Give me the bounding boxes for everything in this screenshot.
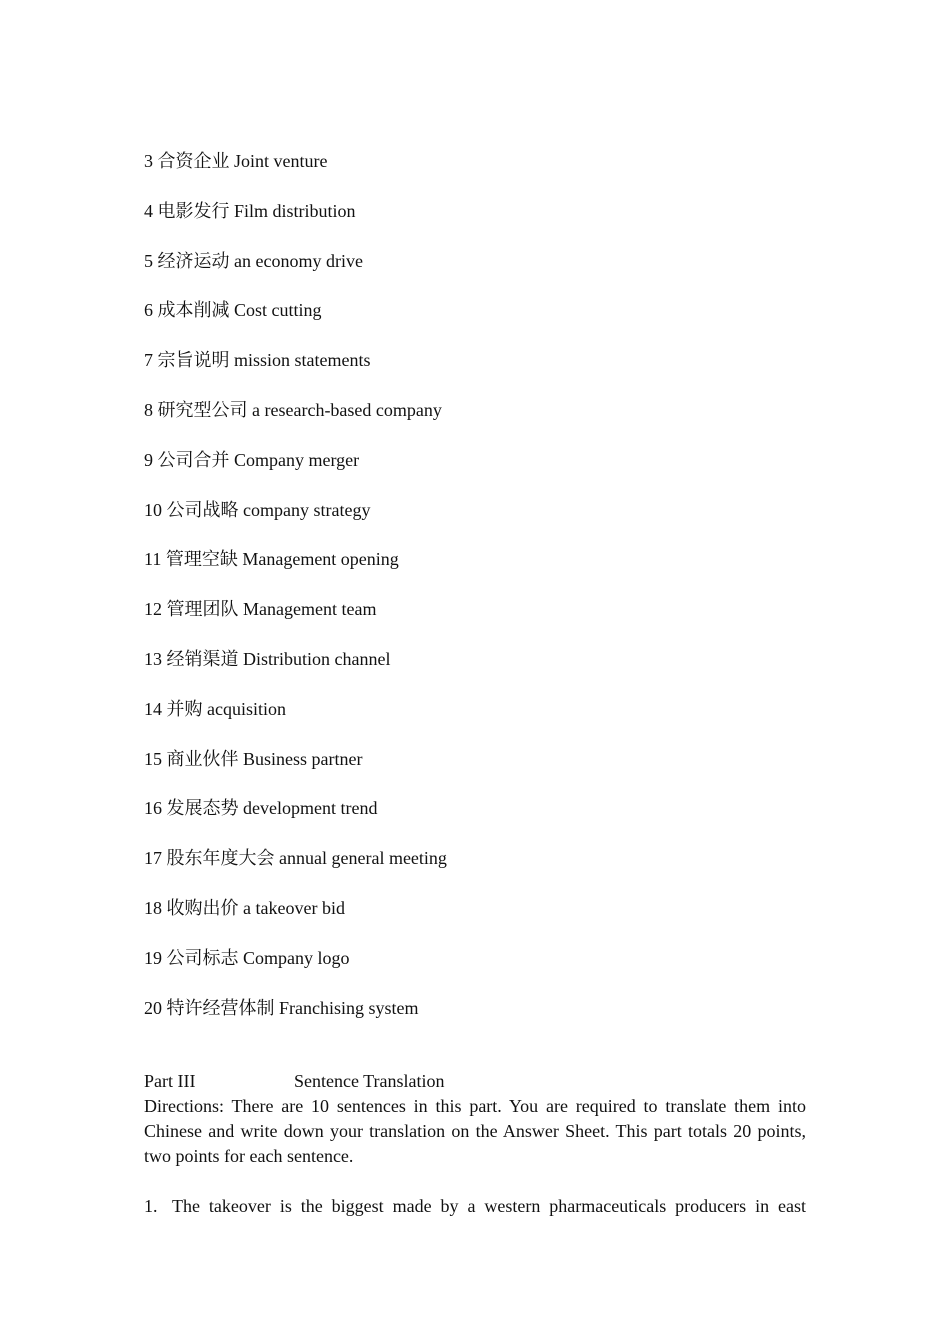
sentence-list — [144, 1194, 806, 1219]
part-title: Sentence Translation — [294, 1071, 445, 1092]
glossary-item-number: 19 — [144, 947, 162, 968]
glossary-item — [144, 644, 806, 694]
glossary-item-number: 4 — [144, 200, 153, 221]
glossary-item — [144, 594, 806, 644]
glossary-item — [144, 544, 806, 594]
glossary-item — [144, 943, 806, 993]
glossary-item-english: a takeover bid — [243, 897, 345, 918]
glossary-item-chinese: 收购出价 — [166, 897, 239, 918]
glossary-item-english: company strategy — [243, 499, 371, 520]
glossary-item-chinese: 发展态势 — [166, 798, 239, 819]
glossary-item — [144, 495, 806, 545]
glossary-item-chinese: 股东年度大会 — [166, 848, 275, 869]
glossary-item-english: Business partner — [243, 748, 363, 769]
glossary-item — [144, 395, 806, 445]
glossary-item — [144, 993, 806, 1043]
glossary-item-english: Management opening — [242, 549, 399, 570]
sentence-text: The takeover is the biggest made by a western pharmaceuticals producers in east — [172, 1196, 806, 1217]
glossary-item-chinese: 经销渠道 — [166, 648, 239, 669]
glossary-item-number: 11 — [144, 549, 162, 570]
glossary-item-english: Company logo — [243, 947, 350, 968]
glossary-item-number: 6 — [144, 300, 153, 321]
part-heading — [144, 1069, 806, 1094]
glossary-item-number: 12 — [144, 599, 162, 620]
glossary-item-chinese: 电影发行 — [157, 200, 230, 221]
glossary-item-chinese: 商业伙伴 — [166, 748, 239, 769]
glossary-item-number: 7 — [144, 350, 153, 371]
glossary-item-number: 17 — [144, 848, 162, 869]
glossary-item-chinese: 经济运动 — [157, 250, 230, 271]
glossary-item-number: 9 — [144, 449, 153, 470]
glossary-item-chinese: 公司战略 — [166, 499, 239, 520]
glossary-item-english: Cost cutting — [234, 300, 322, 321]
glossary-item-chinese: 公司标志 — [166, 947, 239, 968]
glossary-item-english: Management team — [243, 599, 377, 620]
glossary-item-english: an economy drive — [234, 250, 363, 271]
document-page — [144, 146, 806, 1219]
glossary-item-number: 5 — [144, 250, 153, 271]
glossary-item-english: acquisition — [207, 698, 286, 719]
glossary-item-chinese: 特许经营体制 — [166, 997, 275, 1018]
glossary-item-english: Joint venture — [234, 151, 328, 171]
glossary-item-english: Distribution channel — [243, 648, 391, 669]
part-label: Part III — [144, 1071, 196, 1092]
glossary-item-english: Franchising system — [279, 997, 419, 1018]
glossary-item-number: 8 — [144, 399, 153, 420]
glossary-item-chinese: 合资企业 — [157, 151, 230, 171]
glossary-item-number: 14 — [144, 698, 162, 719]
glossary-item — [144, 345, 806, 395]
glossary-item-chinese: 公司合并 — [157, 449, 230, 470]
glossary-item-chinese: 研究型公司 — [157, 399, 248, 420]
glossary-item-number: 16 — [144, 798, 162, 819]
glossary-item-number: 10 — [144, 499, 162, 520]
glossary-item-number: 15 — [144, 748, 162, 769]
glossary-item — [144, 295, 806, 345]
glossary-item-chinese: 并购 — [166, 698, 203, 719]
glossary-item-english: Company merger — [234, 449, 360, 470]
glossary-item — [144, 246, 806, 296]
glossary-item — [144, 744, 806, 794]
glossary-item-english: Film distribution — [234, 200, 356, 221]
glossary-item-chinese: 管理空缺 — [165, 549, 238, 570]
directions-text: Directions: There are 10 sentences in this part. You are required to translate them into Chinese and write down your translation on the Answer Sheet. This part totals 20 points, two points for each sentence. — [144, 1096, 806, 1167]
glossary-item-chinese: 成本削减 — [157, 300, 230, 321]
glossary-item-english: a research-based company — [252, 399, 442, 420]
glossary-item-number: 20 — [144, 997, 162, 1018]
glossary-item — [144, 843, 806, 893]
glossary-item-number: 13 — [144, 648, 162, 669]
sentence-item — [144, 1194, 806, 1219]
glossary-item — [144, 793, 806, 843]
glossary-list — [144, 146, 806, 1042]
glossary-item — [144, 893, 806, 943]
glossary-item — [144, 146, 806, 196]
glossary-item — [144, 196, 806, 246]
glossary-item-chinese: 宗旨说明 — [157, 350, 230, 371]
glossary-item-number: 18 — [144, 897, 162, 918]
glossary-item-english: annual general meeting — [279, 848, 447, 869]
glossary-item-english: mission statements — [234, 350, 371, 371]
sentence-number: 1. — [144, 1196, 158, 1217]
glossary-item-number: 3 — [144, 151, 153, 171]
glossary-item-english: development trend — [243, 798, 378, 819]
glossary-item-chinese: 管理团队 — [166, 599, 239, 620]
glossary-item — [144, 445, 806, 495]
glossary-item — [144, 694, 806, 744]
